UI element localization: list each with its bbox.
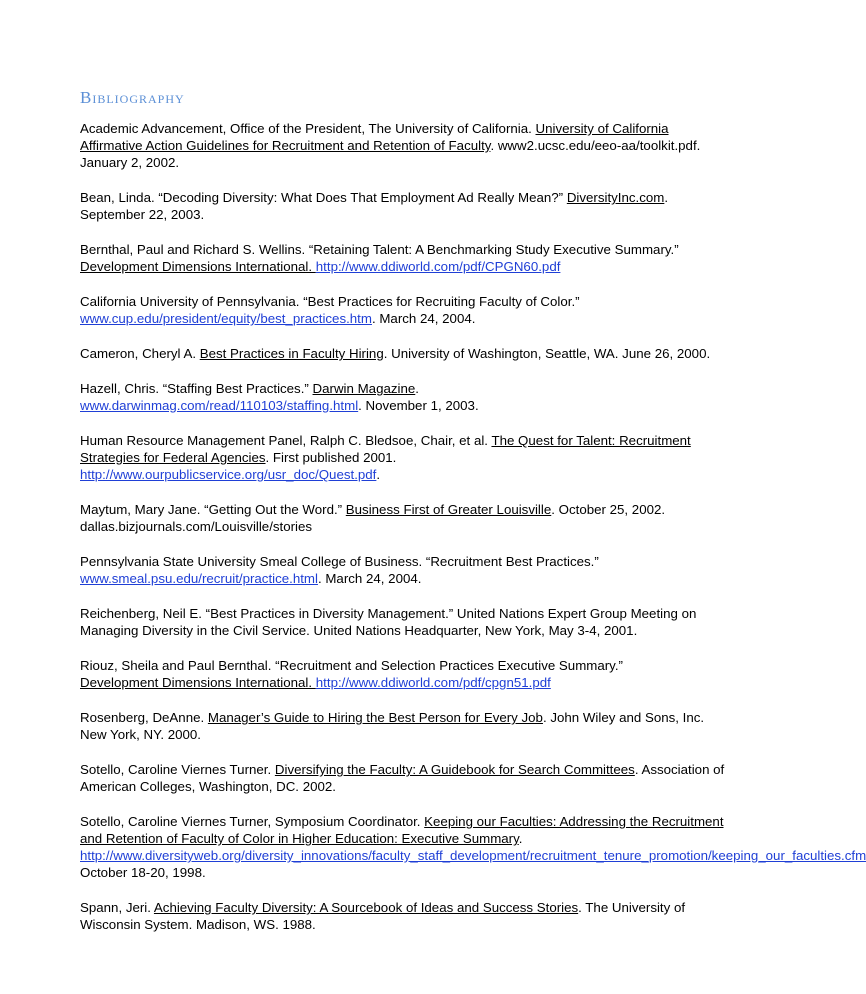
bibliography-entry [80, 241, 728, 275]
bibliography-entry [80, 899, 728, 933]
entry-text: . First published 2001. [265, 450, 397, 465]
entry-text: . [415, 381, 419, 396]
entry-title: Keeping our Faculties: Addressing the Recruitment and Retention of Faculty of Color in Higher Education: Executive Summary [80, 814, 724, 846]
entry-text: Sotello, Caroline Viernes Turner. [80, 762, 275, 777]
entry-title: Development Dimensions International. [80, 259, 316, 274]
entry-text: . November 1, 2003. [358, 398, 479, 413]
entry-link[interactable]: http://www.ddiworld.com/pdf/CPGN60.pdf [315, 259, 561, 274]
entry-text: . John Wiley and Sons, Inc. New York, NY. 2000. [80, 710, 705, 742]
entry-text: Bean, Linda. “Decoding Diversity: What Does That Employment Ad Really Mean?” [80, 190, 567, 205]
bibliography-entry [80, 657, 728, 691]
entry-link[interactable]: http://www.ddiworld.com/pdf/cpgn51.pdf [315, 675, 551, 690]
entry-text: Cameron, Cheryl A. [80, 346, 200, 361]
entry-text: . March 24, 2004. [317, 571, 422, 586]
entry-text: Hazell, Chris. “Staffing Best Practices.” [80, 381, 313, 396]
bibliography-entry [80, 432, 728, 483]
entry-text: Spann, Jeri. [80, 900, 154, 915]
entry-link[interactable]: www.cup.edu/president/equity/best_practices.htm [80, 311, 372, 326]
entry-title: University of California Affirmative Action Guidelines for Recruitment and Retention of Faculty [80, 121, 669, 153]
entry-text: . March 24, 2004. [371, 311, 476, 326]
bibliography-entry [80, 189, 728, 223]
entry-text: Human Resource Management Panel, Ralph C. Bledsoe, Chair, et al. [80, 433, 492, 448]
entry-text: Maytum, Mary Jane. “Getting Out the Word.” [80, 502, 346, 517]
entry-title: The Quest for Talent: Recruitment Strategies for Federal Agencies [80, 433, 691, 465]
entry-link[interactable]: http://www.ourpublicservice.org/usr_doc/Quest.pdf [80, 467, 377, 482]
bibliography-entry [80, 553, 728, 587]
bibliography-entry [80, 345, 728, 362]
entry-title: Best Practices in Faculty Hiring [199, 346, 384, 361]
entry-text: . Association of American Colleges, Washington, DC. 2002. [80, 762, 725, 794]
entry-text: Academic Advancement, Office of the President, The University of California. [80, 121, 536, 136]
entry-title: DiversityInc.com [566, 190, 665, 205]
page-heading: Bibliography [80, 88, 185, 107]
entry-text: . University of Washington, Seattle, WA. June 26, 2000. [383, 346, 711, 361]
entry-link[interactable]: www.smeal.psu.edu/recruit/practice.html [80, 571, 318, 586]
bibliography-entry [80, 605, 728, 639]
entry-text: . www2.ucsc.edu/eeo-aa/toolkit.pdf. January 2, 2002. [80, 138, 701, 170]
bibliography-entry [80, 813, 866, 881]
entry-text: Riouz, Sheila and Paul Bernthal. “Recruitment and Selection Practices Executive Summary.” [80, 658, 623, 673]
entry-text: . September 22, 2003. [80, 190, 669, 222]
entry-title: Darwin Magazine [312, 381, 416, 396]
entry-text: Pennsylvania State University Smeal College of Business. “Recruitment Best Practices.” [80, 554, 599, 569]
bibliography-entry [80, 293, 728, 327]
entry-link[interactable]: http://www.diversityweb.org/diversity_innovations/faculty_staff_development/recruitment_tenure_promotion/keeping_our_faculties.cfm [80, 848, 866, 863]
entry-title: Development Dimensions International. [80, 675, 316, 690]
entry-title: Achieving Faculty Diversity: A Sourcebook of Ideas and Success Stories [153, 900, 579, 915]
entry-text: . The University of Wisconsin System. Madison, WS. 1988. [80, 900, 686, 932]
bibliography-entry [80, 380, 728, 414]
entry-text: . October 25, 2002. dallas.bizjournals.com/Louisville/stories [80, 502, 666, 534]
entry-text: . [518, 831, 523, 846]
bibliography-entry [80, 120, 728, 171]
entry-title: Manager’s Guide to Hiring the Best Person for Every Job [207, 710, 543, 725]
entry-title: Business First of Greater Louisville [345, 502, 552, 517]
entry-text: Bernthal, Paul and Richard S. Wellins. “Retaining Talent: A Benchmarking Study Executive Summary.” [80, 242, 679, 257]
bibliography-entry [80, 761, 728, 795]
entry-text: Rosenberg, DeAnne. [80, 710, 208, 725]
bibliography-entry [80, 709, 728, 743]
entry-text: California University of Pennsylvania. “Best Practices for Recruiting Faculty of Color.” [80, 294, 580, 309]
entry-text: Reichenberg, Neil E. “Best Practices in Diversity Management.” United Nations Expert Group Meeting on Managing Diversity in the Civil Service. United Nations Headquarter, New York, May 3-4, 2001. [80, 606, 697, 638]
entry-text: October 18-20, 1998. [80, 865, 206, 880]
bibliography-entry [80, 501, 728, 535]
entry-title: Diversifying the Faculty: A Guidebook for Search Committees [274, 762, 635, 777]
entry-link[interactable]: www.darwinmag.com/read/110103/staffing.html [80, 398, 359, 413]
entry-text: Sotello, Caroline Viernes Turner, Symposium Coordinator. [80, 814, 425, 829]
entry-text: . [376, 467, 381, 482]
